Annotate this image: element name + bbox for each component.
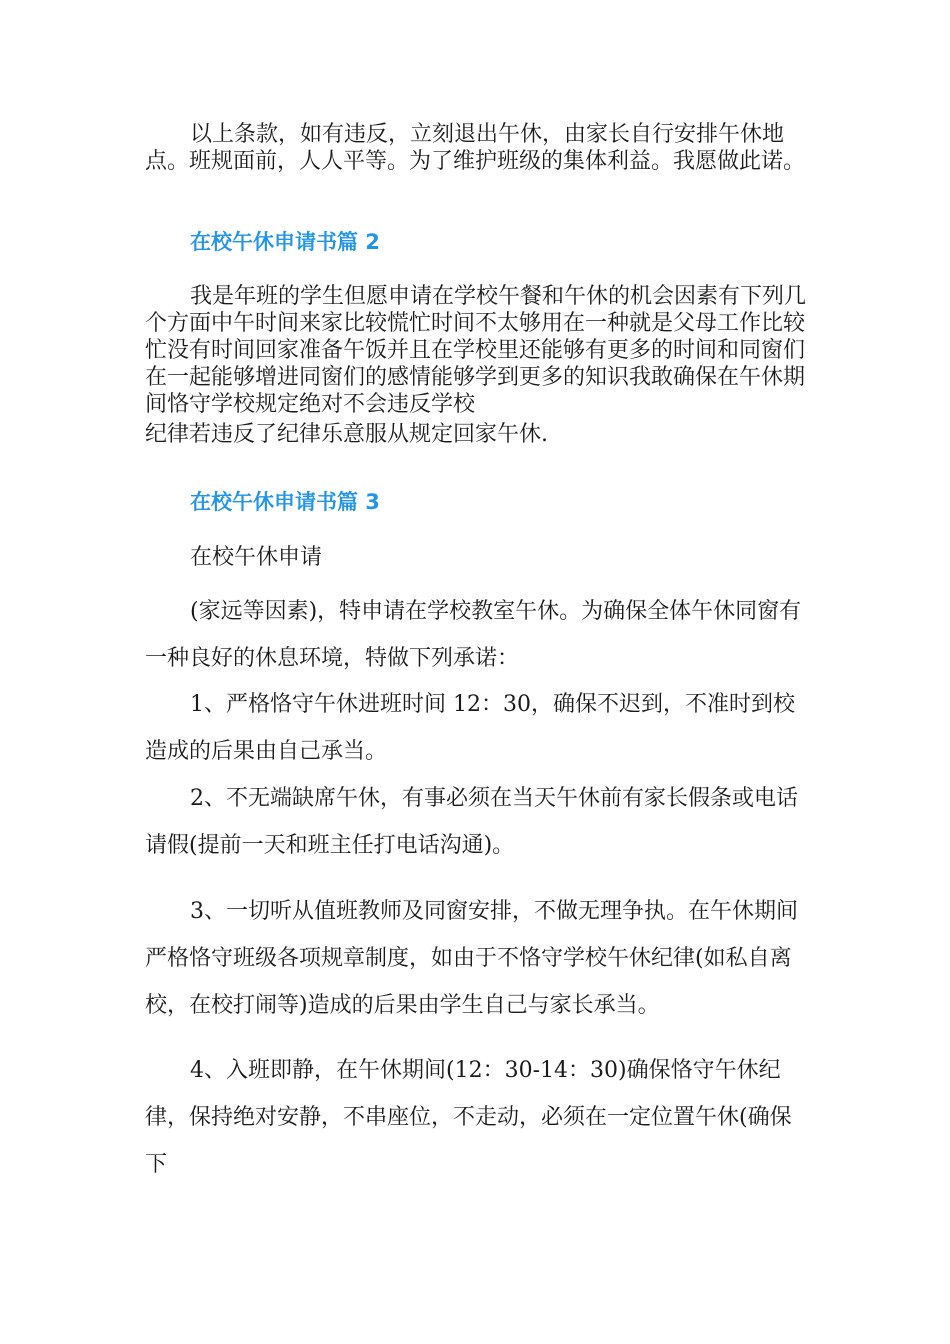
list-item-3: 3、一切听从值班教师及同窗安排，不做无理争执。在午休期间严格恪守班级各项规章制度，如由于不恪守学校午休纪律(如私自离校，在校打闹等)造成的后果由学生自己与家长承当。 <box>145 899 798 1018</box>
section-heading-2: 在校午休申请书篇 2 <box>190 230 380 254</box>
paragraph-section-2: 我是年班的学生但愿申请在学校午餐和午休的机会因素有下列几个方面中午时间来家比较慌忙时间不太够用在一种就是父母工作比较忙没有时间回家准备午饭并且在学校里还能够有更多的时间和同窗们在一起能够增进同窗们的感情能够学到更多的知识我敢确保在午休期间恪守学校规定绝对不会违反学校 <box>145 284 807 417</box>
paragraph-intro: 以上条款，如有违反，立刻退出午休，由家长自行安排午休地点。班规面前，人人平等。为了维护班级的集体利益。我愿做此诺。 <box>145 122 806 174</box>
paragraph-section-2-last-line: 纪律若违反了纪律乐意服从规定回家午休. <box>145 422 548 447</box>
list-item-1: 1、严格恪守午休进班时间 12：30，确保不迟到，不准时到校造成的后果由自己承当。 <box>145 692 795 764</box>
paragraph-application-intro: (家远等因素)，特申请在学校教室午休。为确保全体午休同窗有一种良好的休息环境，特做下列承诺： <box>145 599 802 671</box>
list-item-2: 2、不无端缺席午休，有事必须在当天午休前有家长假条或电话请假(提前一天和班主任打电话沟通)。 <box>145 786 798 858</box>
paragraph-application-title: 在校午休申请 <box>190 545 323 570</box>
list-item-4: 4、入班即静，在午休期间(12：30-14：30)确保恪守午休纪律，保持绝对安静，不串座位，不走动，必须在一定位置午休(确保下 <box>145 1058 792 1177</box>
section-heading-3: 在校午休申请书篇 3 <box>190 490 380 514</box>
